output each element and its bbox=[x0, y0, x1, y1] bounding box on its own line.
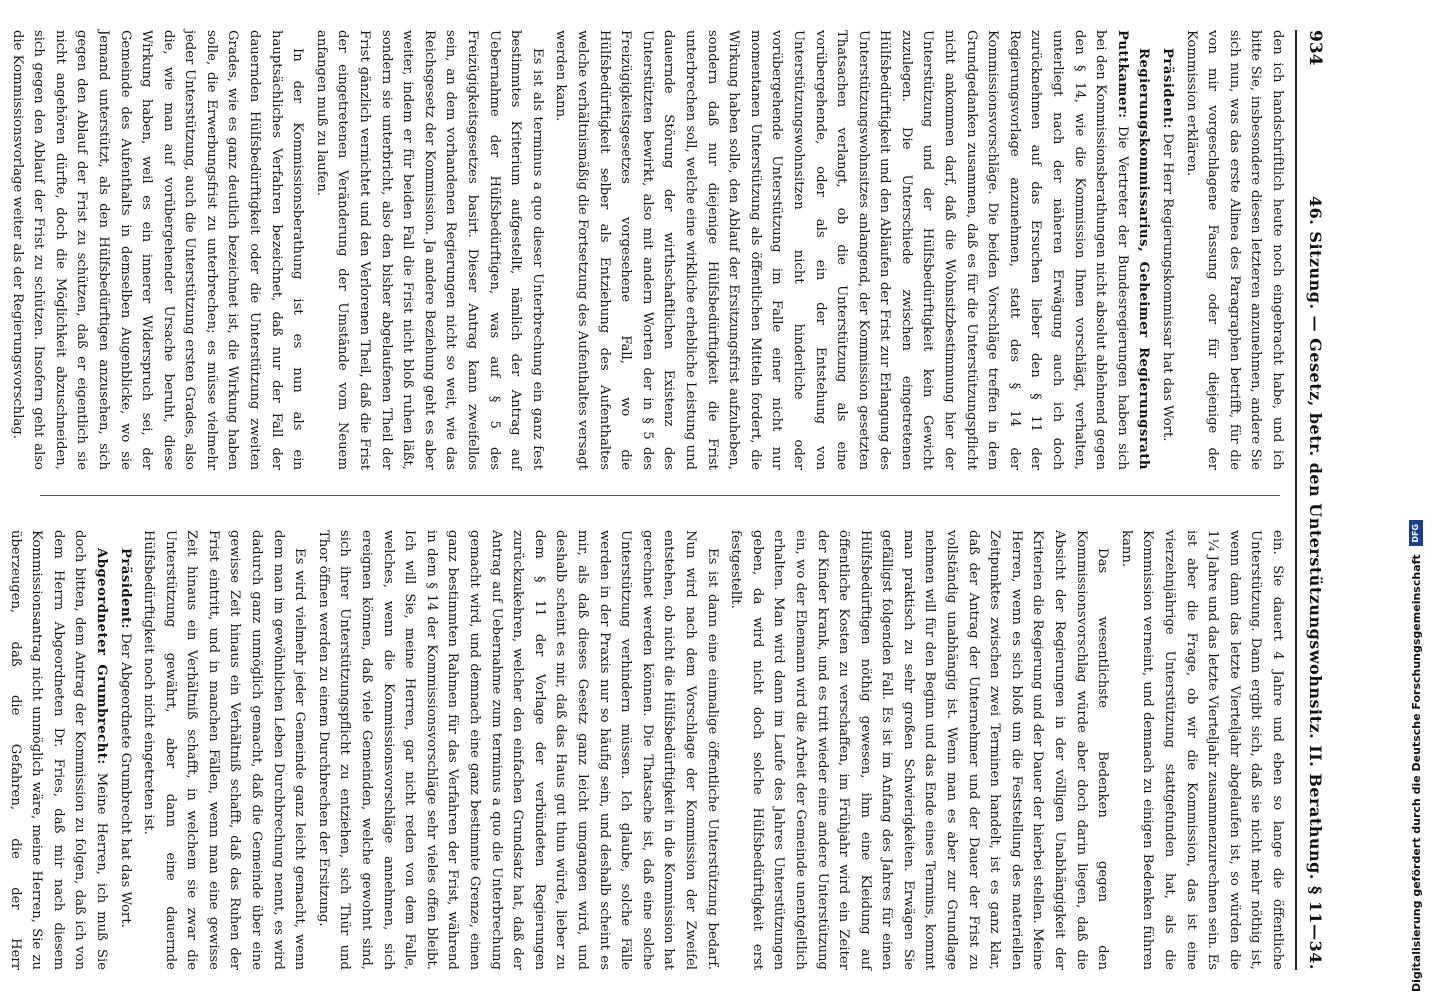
paragraph bbox=[312, 530, 722, 970]
paragraph-text: Der Herr Regierungskommissar hat das Wort. bbox=[1160, 133, 1176, 442]
paragraph-text: Der Abgeordnete Grumbrecht hat das Wort. bbox=[117, 633, 133, 928]
paragraph-text: ein. Sie dauert 4 Jahre und eben so lange die öffentliche Unterstützung. Dann ergibt sich, daß sie nicht mehr nöthig ist, wenn dann das letzte Vierteljahr abgelaufen ist, so würden die 1¼ Jahre und das letzte Vierteljahr zusammenzurechnen sein. Es ist aber die Frage, ob wir die Kommission, das ist eine vierzehnjährige Unterstützung stattgefunden hat, als die Kommission verneint, und demnach zu einigen Bedenken führen kann. bbox=[1118, 530, 1285, 970]
paragraph bbox=[6, 30, 308, 470]
credit-text: Digitalisierung gefördert durch die Deutsche Forschungsgemeinschaft bbox=[1409, 554, 1423, 992]
paragraph bbox=[550, 30, 1155, 470]
paragraph bbox=[114, 530, 136, 970]
speaker-name: Abgeordneter Grumbrecht: bbox=[93, 548, 109, 765]
column-divider bbox=[40, 495, 1280, 496]
paragraph-text bbox=[0, 30, 1, 470]
page-header bbox=[1295, 30, 1325, 970]
speaker-name: Präsident: bbox=[117, 548, 133, 630]
paragraph bbox=[725, 530, 1114, 970]
paragraph bbox=[310, 30, 548, 470]
paragraph-text: In der Kommissionsberathung ist es nun als ein hauptsächliches Verfahren bezeichnet, daß nur der Fall der dauernden Hülfsbedürftigkeit oder die Unterstützung zweiten Grades, wie es ganz deutlich bezeichnet ist, die Wirkung haben solle, die Erwerbungsfrist zu unterbrechen; es müsse vielmehr jeder Unterstützung, auch die Unterstützung ersten Grades, also die, wie man auf vorübergehender Ursache beruht, diese Wirkung haben, weil es ein innerer Widerspruch sei, der Gemeinde des Aufenthalts in demselben Augenblicke, wo sie Jemand unterstützt, als den Hülfsbedürftigen anzusehen, sich gegen den Ablauf der Frist zu schützen, daß er eigentlich sie nicht angehören dürfte, doch die Möglichkeit abzuschneiden, sich gegen den Ablauf der Frist zu schützen. Insofern geht also die Kommissionsvorlage weiter als der Regierungsvorschlag. bbox=[9, 30, 306, 470]
paragraph-text: Meine Herren, ich muß Sie doch bitten, dem Antrag der Kommission zu folgen, daß ich von dem Herrn Abgeordneten Dr. Fries, daß mir nach diesem Kommissionsantrag nicht unmöglich wäre, meine Herren, Sie zu überzeugen, daß die Gefahren, die der Herr bbox=[7, 530, 109, 970]
speaker-name: Präsident: bbox=[1160, 48, 1176, 130]
paragraph-text: den ich handschriftlich heute noch eingebracht habe, und ich bitte Sie, insbesondere diesen letzteren anzunehmen, andere Sie sich nun, was das erste Alinea des Paragraphen betrifft, für die von mir vorgeschlagene Fassung oder für diejenige der Kommission erklären. bbox=[1183, 30, 1285, 470]
paragraph-text: Das wesentlichste Bedenken gegen den Kommissionsvorschlag würde aber doch darin liegen, daß die Absicht der Regierungen in der völligen Unabhängigkeit der Kriterien die Regierung und der Dauer der hierbei stellen. Meine Herren, wenn es sich bloß um die Feststellung des materiellen Zeitpunktes zwischen zwei Terminen handelt, ist es ganz klar, daß der Antrag der Unternehmer und der Dauer der Frist zu vollständig unabhängig ist. Wenn man es aber zur Grundlage nehmen will für den Beginn und das Ende eines Termins, kommt man praktisch zu sehr großen Schwierigkeiten. Erwägen Sie gefälligst folgenden Fall. Es ist im Anfang des Jahres für einen Hülfsbedürftigen nöthig gewesen, ihm eine Kleidung auf öffentliche Kosten zu verschaffen, im Frühjahr wird ein Zeiter der Kinder krank, und es tritt wieder eine andere Unterstützung ein, wo der Ehemann wird die Arbeit der Gemeinde unentgeltlich erhalten. Man wird dann im Laufe des Jahres Unterstützungen geben, da wird nicht doch solche Hülfsbedürftigkeit erst festgestellt. bbox=[728, 530, 1111, 970]
paragraph-text: Es wird vielmehr jeder Gemeinde ganz leicht gemacht, wenn dem man im gewöhnlichen Leben Durchbrechung nennt, es wird dadurch ganz unmöglich gemacht, daß die Gemeinde über eine gewisse Zeit hinaus ein Verhältniß schafft, daß das Ruhen der Frist eintritt, und in manchen Fällen, wenn man eine gewisse Zeit hinaus ein Verhältniß schafft, in welchem sie zwar die Unterstützung gewährt, aber dann eine dauernde Hülfsbedürftigkeit noch nicht eingetreten ist. bbox=[141, 530, 308, 970]
paragraph bbox=[1115, 530, 1288, 970]
paragraph-text: Es ist als terminus a quo dieser Unterbrechung ein ganz fest bestimmtes Kriterium aufgestellt, nämlich der Antrag auf Uebernahme der Hülfsbedürftigen, was auf § 5 des Freizügigkeitsgesetzes basirt. Dieser Antrag kann zweifellos sein, an dem vorhandenen Regierungen nicht so weit, wie das Reichsgesetz der Kommission. Ja andere Beziehung geht es aber weiter, indem er für beiden Fall die Frist nicht bloß ruhen läßt, sondern sie unterbricht, also den bisher abgelaufenen Theil der Frist gänzlich vernichtet und den Verlorenen Theil, daß die Frist der eingetretenen Veränderung der Umstände vom Neuem anfangen muß zu laufen. bbox=[313, 30, 545, 470]
left-text-column bbox=[9, 30, 1288, 471]
paragraph-text: Es ist dann eine einmalige öffentliche Unterstützung bedarf. Nun wird nach dem Vorschlage der Kommission der Zweifel entstehen, ob nicht die Hülfsbedürftigkeit in die Kommission hat gerechnet werden können. Die Thatsache ist, daß eine solche Unterstützung verhindern müssen. Ich glaube, solche Fälle werden in der Praxis nur so häufig sein, und deshalb scheint es mir, als daß dieses Gesetz ganz leicht umgangen wird, und deshalb scheint es mir, daß das Haus gut thun würde, lieber zu dem § 11 der Vorlage der verbündeten Regierungen zurückzukehren, welcher den einfachen Grundsatz hat, daß der Antrag auf Uebernahme zum terminus a quo die Unterbrechung gemacht wird, und demnach eine ganz bestimmte Grenze, einen ganz bestimmten Rahmen für das Verfahren der Frist, während in dem § 14 der Kommissionsvorschläge sehr vieles offen bleibt. Ich will Sie, meine Herren, gar nicht reden von dem Falle, welches, wenn die Kommissionsvorschläge annehmen, sich ereignen können, daß viele Gemeinden, welche gewohnt sind, sich ihrer Unterstützungspflicht zu entziehen, sich Thür und Thor öffnen werden zu einem Durchbrechen der Ersitzung. bbox=[315, 530, 720, 970]
paragraph bbox=[138, 530, 311, 970]
digitization-credit bbox=[1400, 0, 1432, 1000]
speaker-name: Regierungskommissarius, Geheimer Regierungsrath Puttkamer: bbox=[1114, 30, 1152, 470]
running-title: 46. Sitzung. — Gesetz, betr. den Unterstützungswohnsitz. II. Berathung. § 11—34. bbox=[1306, 196, 1325, 970]
paragraph bbox=[1156, 30, 1178, 470]
dfg-logo: DFG bbox=[1409, 520, 1423, 546]
paragraph bbox=[0, 30, 4, 470]
page-number: 934 bbox=[1305, 30, 1325, 66]
paragraph-text: Die Vertreter der Bundesregierungen haben sich bei den Kommissionsberathungen nicht absolut ablehnend gegen den § 14, wie die Kommission Ihnen vorschlägt, verhalten, unterliegt nach der näheren Erwägung auch ich doch zurücknehmen auf das Ersuchen lieber den § 11 der Regierungsvorlage anzunehmen, statt des § 14 der Kommissionsvorschläge. Die beiden Vorschläge treffen in dem Grundgedanken zusammen, daß es für die Unterstützungspflicht nicht ankommen darf, daß die Wohnsitzbestimmung hier der Unterstützung und der Hülfsbedürftigkeit kein Gewicht zuzulegen. Die Unterschiede zwischen eingetretenen Hülfsbedürftigkeit und den Abläufen der Frist zur Erlangung des Unterstützungswohnsitzes anlangend, der Kommission gesetzten Thatsachen verlangt, ob die Unterstützung als eine vorübergehende, oder als ein der Entstehung von Unterstützungswohnsitzen nicht hinderliche oder vorübergehende Unterstützung im Falle einer nicht nur momentanen Unterstützung als öffentlichen Mitteln fordert, die Wirkung haben solle, den Ablauf der Ersitzungsfrist aufzuheben, sondern daß nur diejenige Hülfsbedürftigkeit die Frist unterbrechen soll, welche eine wirkliche erhebliche Leistung und dauernde Störung der wirthschaftlichen Existenz des Unterstützten bewirkt, also mit andern Worten der in § 5 des Freizügigkeitsgesetzes vorgesehene Fall, wo die Hülfsbedürftigkeit selber als Entziehung des Aufenthaltes welche verhältnismäßig die Fortsetzung des Aufenthaltes versagt werden kann. bbox=[553, 30, 1130, 471]
paragraph bbox=[0, 530, 112, 970]
right-text-column bbox=[7, 530, 1288, 970]
paragraph bbox=[1180, 30, 1288, 470]
